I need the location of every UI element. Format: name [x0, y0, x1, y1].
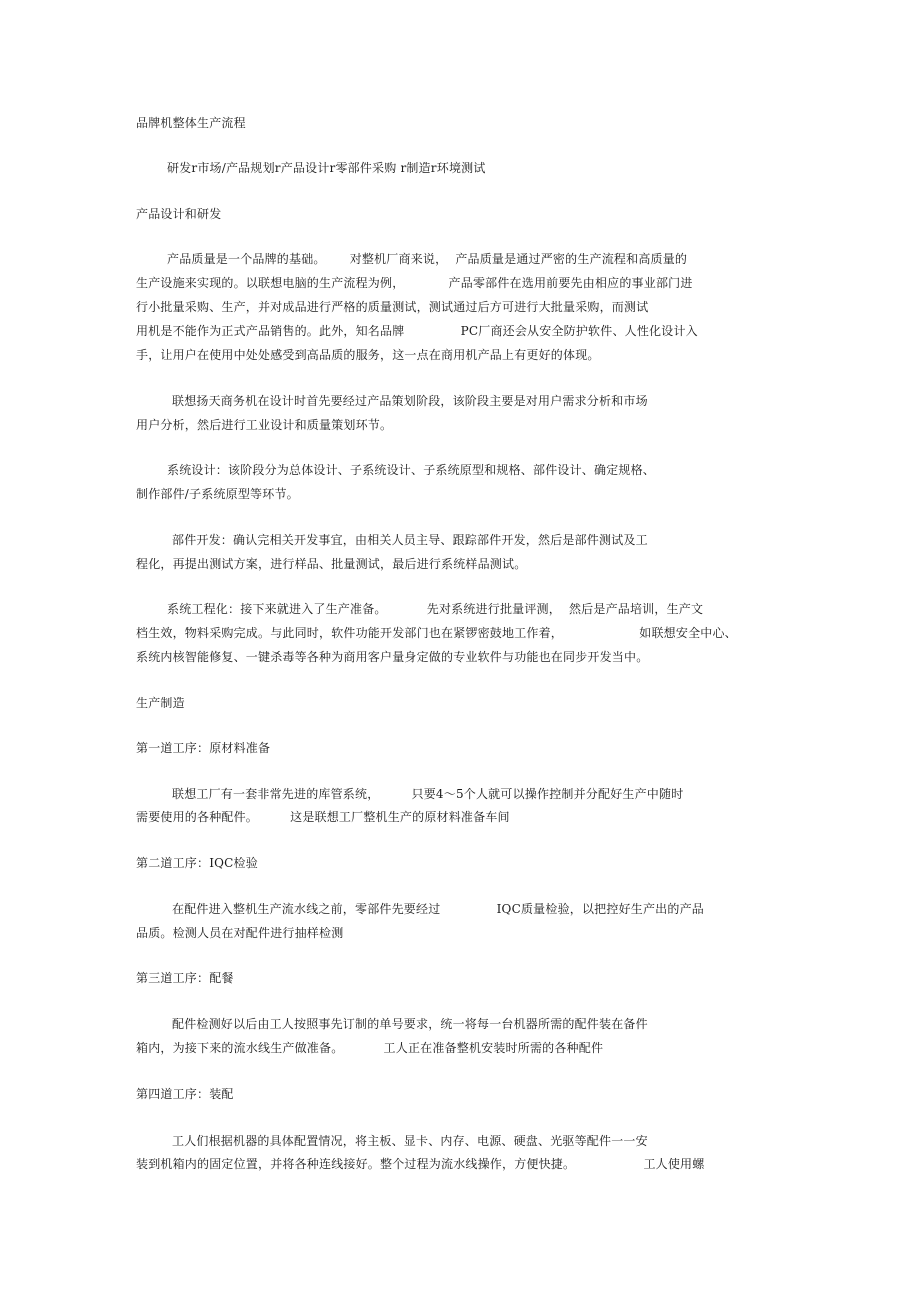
step-heading-3: 第三道工序：配餐 [136, 971, 234, 985]
paragraph-line: 生产设施来实现的。以联想电脑的生产流程为例， 产品零部件在选用前要先由相应的事业部门进 [136, 276, 693, 290]
document-title: 品牌机整体生产流程 [136, 116, 246, 130]
paragraph-line: 在配件进入整机生产流水线之前，零部件先要经过 IQC质量检验，以把控好生产出的产品 [172, 902, 704, 916]
paragraph-line: 品质。检测人员在对配件进行抽样检测 [136, 926, 344, 940]
paragraph-line: 系统工程化：接下来就进入了生产准备。 先对系统进行批量评测， 然后是产品培训，生产文 [167, 602, 704, 616]
paragraph-line: 用户分析，然后进行工业设计和质量策划环节。 [136, 418, 393, 432]
paragraph-line: 行小批量采购、生产，并对成品进行严格的质量测试，测试通过后方可进行大批量采购，而测试 [136, 300, 649, 314]
paragraph-line: 联想扬天商务机在设计时首先要经过产品策划阶段，该阶段主要是对用户需求分析和市场 [172, 394, 648, 408]
paragraph-line: 装到机箱内的固定位置，并将各种连线接好。整个过程为流水线操作，方便快捷。 工人使用螺 [136, 1157, 705, 1171]
step-heading-4: 第四道工序：装配 [136, 1087, 234, 1101]
production-flow-line: 研发r市场/产品规划r产品设计r零部件采购 r制造r环境测试 [167, 161, 486, 175]
paragraph-line: 联想工厂有一套非常先进的库管系统， 只要4〜5个人就可以操作控制并分配好生产中随时 [172, 787, 684, 801]
paragraph-line: 需要使用的各种配件。 这是联想工厂整机生产的原材料准备车间 [136, 810, 510, 824]
paragraph-line: 手，让用户在使用中处处感受到高品质的服务，这一点在商用机产品上有更好的体现。 [136, 348, 600, 362]
paragraph-line: 系统内核智能修复、一键杀毒等各种为商用客户量身定做的专业软件与功能也在同步开发当中。 [136, 650, 649, 664]
section-heading-design: 产品设计和研发 [136, 207, 222, 221]
paragraph-line: 工人们根据机器的具体配置情况，将主板、显卡、内存、电源、硬盘、光驱等配件一一安 [172, 1134, 648, 1148]
paragraph-line: 制作部件/子系统原型等环节。 [136, 487, 299, 501]
step-heading-2: 第二道工序：IQC检验 [136, 856, 258, 870]
paragraph-line: 档生效，物料采购完成。与此同时，软件功能开发部门也在紧锣密鼓地工作着， 如联想安全中心、 [136, 626, 737, 640]
paragraph-line: 部件开发：确认完相关开发事宜，由相关人员主导、跟踪部件开发，然后是部件测试及工 [172, 533, 648, 547]
paragraph-line: 箱内，为接下来的流水线生产做准备。 工人正在准备整机安装时所需的各种配件 [136, 1041, 604, 1055]
paragraph-line: 系统设计：该阶段分为总体设计、子系统设计、子系统原型和规格、部件设计、确定规格、 [167, 463, 656, 477]
paragraph-line: 配件检测好以后由工人按照事先订制的单号要求，统一将每一台机器所需的配件装在备件 [172, 1017, 648, 1031]
section-heading-manufacturing: 生产制造 [136, 696, 185, 710]
paragraph-line: 产品质量是一个品牌的基础。 对整机厂商来说， 产品质量是通过严密的生产流程和高质量的 [167, 252, 688, 266]
paragraph-line: 用机是不能作为正式产品销售的。此外，知名品牌 PC厂商还会从安全防护软件、人性化设计入 [136, 324, 698, 338]
paragraph-line: 程化，再提出测试方案，进行样品、批量测试，最后进行系统样品测试。 [136, 557, 527, 571]
step-heading-1: 第一道工序：原材料准备 [136, 741, 271, 755]
